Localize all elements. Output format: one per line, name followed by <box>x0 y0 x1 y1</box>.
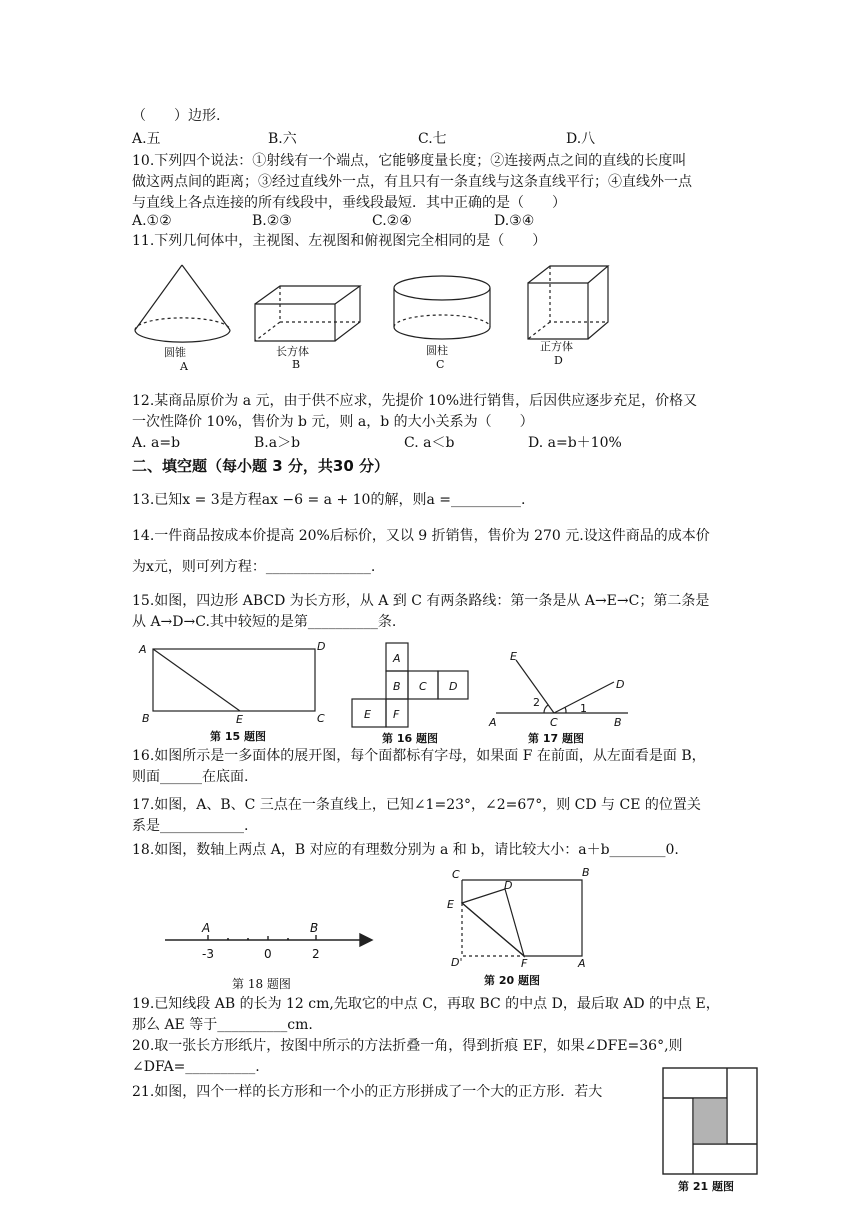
fig20-label-d: D <box>504 879 513 892</box>
q17-line-1: 17.如图，A、B、C 三点在一条直线上，已知∠1=23°，∠2=67°，则 CD 与 CE 的位置关 <box>132 797 701 813</box>
q10-option-b: B.②③ <box>252 213 292 229</box>
q9-option-c: C.七 <box>418 131 447 147</box>
fig18-tick-0: 0 <box>264 947 272 961</box>
q10-option-d: D.③④ <box>494 213 535 229</box>
q14-line-1: 14.一件商品按成本价提高 20%后标价，又以 9 折销售，售价为 270 元.设这件商品的成本价 <box>132 528 710 544</box>
q10-line-1: 10.下列四个说法：①射线有一个端点，它能够度量长度；②连接两点之间的直线的长度叫 <box>132 153 687 169</box>
q9-option-d: D.八 <box>566 131 596 147</box>
fig17-label-e: E <box>510 650 517 663</box>
fig17-label-d: D <box>616 678 625 691</box>
fig15-label-c: C <box>317 712 325 725</box>
fig16-caption: 第 16 题图 <box>382 732 438 745</box>
q12-option-c: C. a＜b <box>404 435 455 451</box>
q11-text: 11.下列几何体中，主视图、左视图和俯视图完全相同的是（ ） <box>132 233 547 249</box>
q12-option-a: A. a=b <box>132 435 181 451</box>
fig18-caption: 第 18 题图 <box>232 977 291 991</box>
fig20-label-b: B <box>582 866 590 879</box>
q10-option-a: A.①② <box>132 213 172 229</box>
fig15-label-a: A <box>139 643 147 656</box>
fig17-angle-2: 2 <box>533 696 540 709</box>
q9-tail: （ ）边形. <box>132 108 221 124</box>
fig17-caption: 第 17 题图 <box>528 732 584 745</box>
fig20-label-d-prime: D' <box>451 956 463 969</box>
q12-option-b: B.a＞b <box>254 435 301 451</box>
fig18-point-a: A <box>202 921 211 935</box>
fig16-label-a: A <box>393 652 401 665</box>
fig21-inner-square <box>694 1099 727 1144</box>
fig17-label-c: C <box>550 716 558 729</box>
q17-line-2: 系是____________. <box>132 818 249 834</box>
cone-letter: A <box>180 360 188 373</box>
q16-line-1: 16.如图所示是一多面体的展开图，每个面都标有字母，如果面 F 在前面，从左面看是面 B， <box>132 748 706 764</box>
cube-label: 正方体 <box>540 340 573 353</box>
fig18-point-b: B <box>310 921 319 935</box>
cuboid-letter: B <box>292 358 301 371</box>
fig17-angle-1: 1 <box>580 702 587 715</box>
section-heading: 二、填空题（每小题 3 分，共30 分） <box>132 457 389 475</box>
q15-line-2: 从 A→D→C.其中较短的是第__________条. <box>132 614 397 630</box>
q19-line-1: 19.已知线段 AB 的长为 12 cm,先取它的中点 C，再取 BC 的中点 D，最后取 AD 的中点 E， <box>132 996 720 1012</box>
q9-option-b: B.六 <box>268 131 297 147</box>
fig21-caption: 第 21 题图 <box>678 1180 734 1193</box>
fig15-caption: 第 15 题图 <box>210 730 266 743</box>
q12-option-d: D. a=b＋10% <box>528 435 622 451</box>
q20-line-2: ∠DFA=__________. <box>132 1059 260 1075</box>
q9-option-a: A.五 <box>132 131 161 147</box>
fig16-label-c: C <box>419 680 427 693</box>
q12-line-1: 12.某商品原价为 a 元，由于供不应求，先提价 10%进行销售，后因供应逐步充足，价格又 <box>132 393 698 409</box>
q10-option-c: C.②④ <box>372 213 412 229</box>
fig16-label-d: D <box>449 680 458 693</box>
cube-letter: D <box>554 354 563 367</box>
fig15-label-e: E <box>236 713 243 726</box>
fig16-label-b: B <box>393 680 401 693</box>
q16-line-2: 则面______在底面. <box>132 769 249 785</box>
cylinder-letter: C <box>436 358 445 371</box>
cuboid-label: 长方体 <box>276 345 309 358</box>
fig16-label-e: E <box>364 708 371 721</box>
cone-label: 圆锥 <box>164 346 186 359</box>
q13-text: 13.已知x = 3是方程ax −6 = a + 10的解，则a =__________. <box>132 492 526 508</box>
q18-text: 18.如图，数轴上两点 A，B 对应的有理数分别为 a 和 b，请比较大小：a＋b________0. <box>132 842 679 858</box>
q15-line-1: 15.如图，四边形 ABCD 为长方形，从 A 到 C 有两条路线：第一条是从 A→E→C；第二条是 <box>132 593 710 609</box>
fig15-label-b: B <box>142 712 150 725</box>
q12-line-2: 一次性降价 10%，售价为 b 元，则 a，b 的大小关系为（ ） <box>132 414 534 430</box>
fig17-label-a: A <box>489 716 497 729</box>
fig20-label-c: C <box>452 868 460 881</box>
q10-line-3: 与直线上各点连接的所有线段中，垂线段最短．其中正确的是（ ） <box>132 195 566 211</box>
fig15-label-d: D <box>317 640 326 653</box>
cylinder-label: 圆柱 <box>426 344 448 357</box>
fig20-label-e: E <box>447 898 454 911</box>
fig18-tick-2: 2 <box>312 947 320 961</box>
fig20-label-a: A <box>578 957 586 970</box>
fig16-label-f: F <box>393 708 400 721</box>
fig17-label-b: B <box>614 716 622 729</box>
q19-line-2: 那么 AE 等于__________cm. <box>132 1017 313 1033</box>
q20-line-1: 20.取一张长方形纸片，按图中所示的方法折叠一角，得到折痕 EF，如果∠DFE=36°,则 <box>132 1038 683 1054</box>
q10-line-2: 做这两点间的距离；③经过直线外一点，有且只有一条直线与这条直线平行；④直线外一点 <box>132 174 692 190</box>
fig18-tick-neg3: -3 <box>202 947 214 961</box>
fig20-label-f: F <box>521 957 528 970</box>
q21-text: 21.如图，四个一样的长方形和一个小的正方形拼成了一个大的正方形．若大 <box>132 1084 603 1100</box>
fig20-caption: 第 20 题图 <box>484 974 540 987</box>
q14-line-2: 为x元，则可列方程：_______________. <box>132 559 376 575</box>
